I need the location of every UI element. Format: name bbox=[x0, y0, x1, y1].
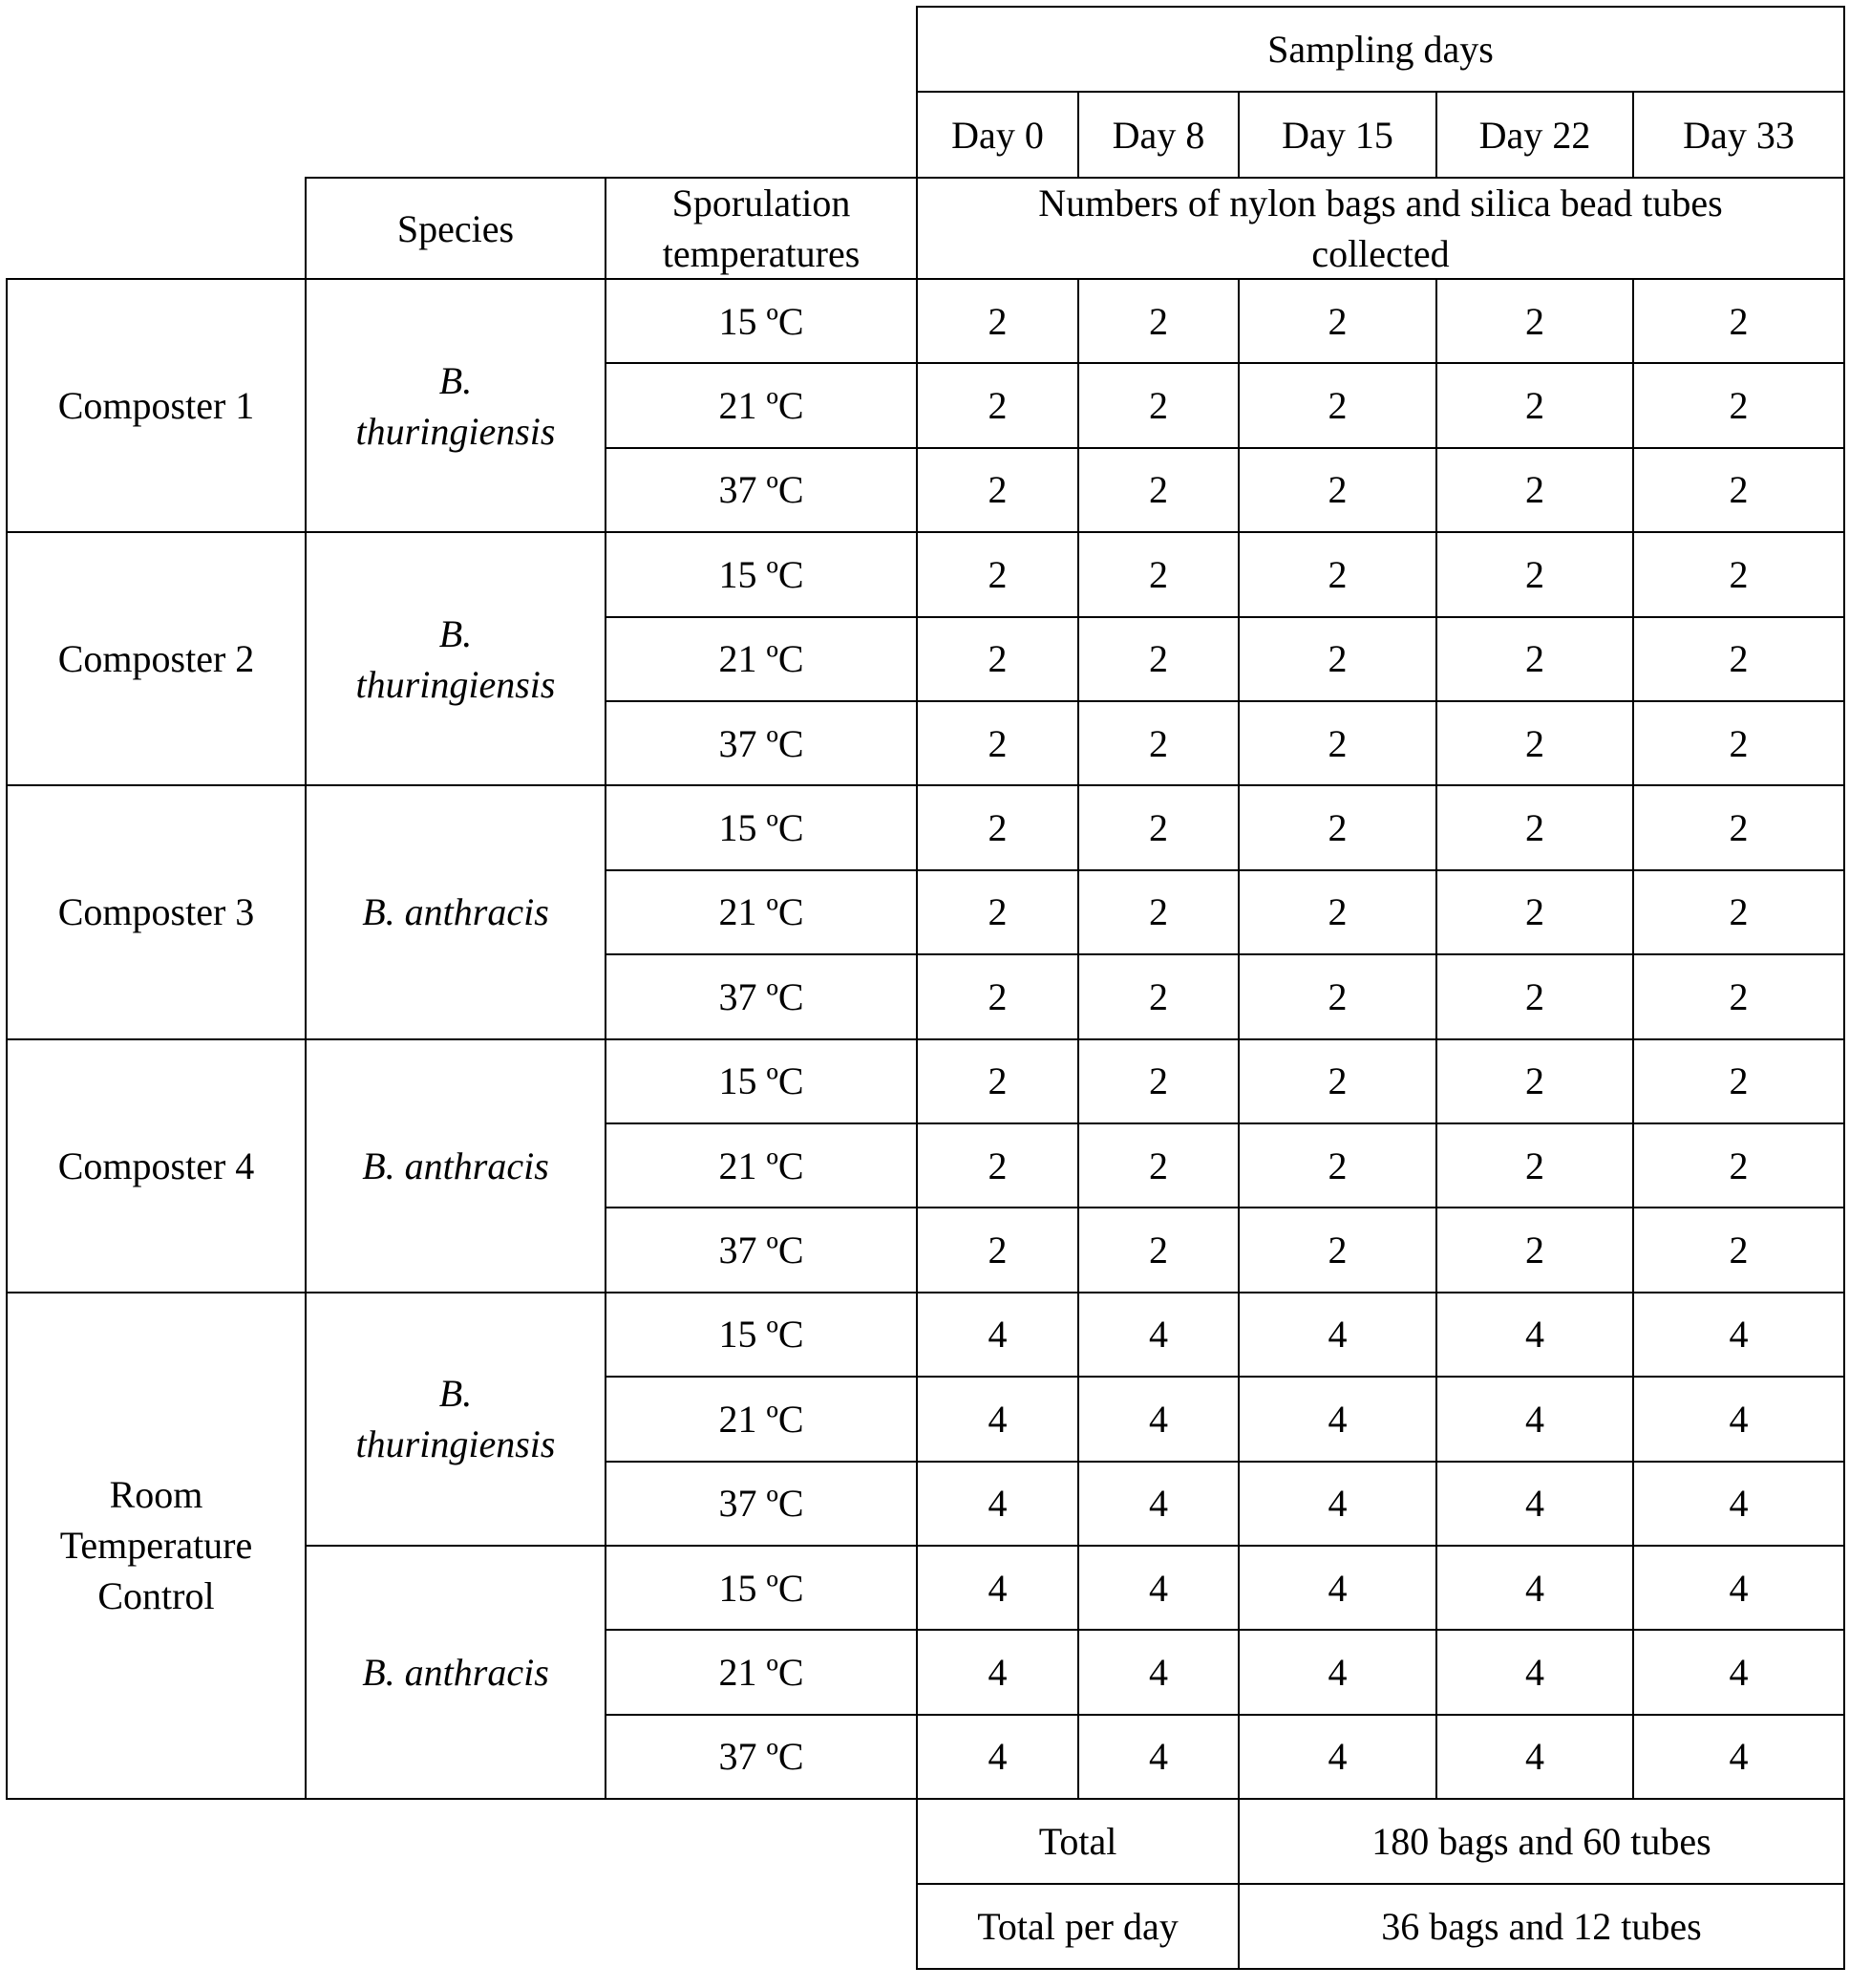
count-cell bbox=[1435, 1545, 1634, 1631]
count-cell-text: 2 bbox=[1525, 974, 1544, 1018]
count-cell bbox=[916, 1122, 1079, 1208]
count-cell bbox=[1435, 869, 1634, 955]
count-cell bbox=[916, 362, 1079, 448]
count-cell-text: 4 bbox=[1729, 1566, 1749, 1610]
count-cell bbox=[916, 1545, 1079, 1631]
count-cell bbox=[1435, 1376, 1634, 1462]
count-cell bbox=[1238, 616, 1437, 702]
count-cell-text: 4 bbox=[1149, 1313, 1168, 1357]
count-cell bbox=[1238, 1714, 1437, 1800]
day-header-2 bbox=[1238, 91, 1437, 179]
count-cell-text: 2 bbox=[1149, 637, 1168, 681]
group-cell-text: Room Temperature Control bbox=[59, 1473, 253, 1618]
count-cell bbox=[1435, 1629, 1634, 1715]
count-cell-text: 2 bbox=[1525, 806, 1544, 850]
count-cell-text: 2 bbox=[1525, 552, 1544, 596]
count-cell bbox=[1435, 278, 1634, 364]
total-per-day-label-text: Total per day bbox=[977, 1905, 1179, 1949]
count-cell-text: 2 bbox=[1328, 552, 1348, 596]
species-cell bbox=[305, 784, 606, 1039]
count-cell bbox=[1632, 1207, 1845, 1293]
count-cell-text: 2 bbox=[1328, 1229, 1348, 1272]
temperature-cell bbox=[605, 1545, 918, 1631]
total-per-day-value-text: 36 bags and 12 tubes bbox=[1381, 1905, 1702, 1949]
day-header-0-text: Day 0 bbox=[951, 113, 1044, 157]
temperature-cell bbox=[605, 278, 918, 364]
temperature-cell bbox=[605, 953, 918, 1039]
count-cell-text: 4 bbox=[1729, 1397, 1749, 1441]
count-cell-text: 4 bbox=[1729, 1313, 1749, 1357]
count-cell-text: 2 bbox=[1729, 1229, 1749, 1272]
count-cell bbox=[916, 447, 1079, 533]
count-cell-text: 4 bbox=[1525, 1482, 1544, 1526]
count-cell bbox=[1077, 1122, 1240, 1208]
temperature-cell-text: 37 ºC bbox=[718, 1229, 804, 1272]
temperature-cell-text: 37 ºC bbox=[718, 721, 804, 765]
temperature-cell-text: 15 ºC bbox=[718, 1313, 804, 1357]
count-cell-text: 2 bbox=[988, 721, 1008, 765]
count-cell bbox=[1238, 1376, 1437, 1462]
count-cell-text: 4 bbox=[1525, 1651, 1544, 1695]
temperature-cell-text: 15 ºC bbox=[718, 1059, 804, 1103]
temperature-cell-text: 21 ºC bbox=[718, 1144, 804, 1187]
count-cell-text: 2 bbox=[988, 384, 1008, 428]
count-cell bbox=[1077, 278, 1240, 364]
temperature-cell-text: 37 ºC bbox=[718, 1482, 804, 1526]
count-cell-text: 2 bbox=[1149, 468, 1168, 512]
count-cell bbox=[1077, 784, 1240, 870]
count-cell bbox=[1077, 616, 1240, 702]
group-cell bbox=[6, 784, 307, 1039]
count-cell-text: 4 bbox=[1729, 1651, 1749, 1695]
count-cell bbox=[1238, 869, 1437, 955]
count-cell-text: 2 bbox=[1525, 1059, 1544, 1103]
count-cell bbox=[1632, 784, 1845, 870]
count-cell-text: 4 bbox=[1729, 1482, 1749, 1526]
count-cell-text: 2 bbox=[1525, 1229, 1544, 1272]
species-header-text: Species bbox=[396, 206, 515, 250]
group-cell bbox=[6, 1038, 307, 1293]
count-cell bbox=[916, 616, 1079, 702]
count-cell bbox=[1077, 700, 1240, 786]
count-cell bbox=[1238, 278, 1437, 364]
species-cell-text: B. anthracis bbox=[362, 1144, 549, 1187]
count-cell bbox=[1632, 1292, 1845, 1378]
count-cell bbox=[1238, 1122, 1437, 1208]
count-cell-text: 4 bbox=[1328, 1313, 1348, 1357]
count-cell-text: 2 bbox=[988, 468, 1008, 512]
count-cell-text: 2 bbox=[1525, 890, 1544, 934]
count-cell-text: 2 bbox=[988, 806, 1008, 850]
count-cell bbox=[1077, 531, 1240, 617]
count-cell-text: 4 bbox=[988, 1482, 1008, 1526]
total-value-text: 180 bags and 60 tubes bbox=[1371, 1820, 1711, 1864]
count-cell-text: 4 bbox=[988, 1566, 1008, 1610]
temperature-cell-text: 15 ºC bbox=[718, 806, 804, 850]
count-cell-text: 2 bbox=[1328, 1059, 1348, 1103]
count-cell bbox=[1435, 531, 1634, 617]
temperature-cell-text: 21 ºC bbox=[718, 384, 804, 428]
count-cell-text: 2 bbox=[988, 637, 1008, 681]
count-cell bbox=[1632, 278, 1845, 364]
count-cell-text: 2 bbox=[988, 890, 1008, 934]
count-cell bbox=[1238, 1207, 1437, 1293]
count-cell bbox=[1435, 1207, 1634, 1293]
count-cell-text: 2 bbox=[1729, 384, 1749, 428]
temperature-cell bbox=[605, 1122, 918, 1208]
count-cell bbox=[1435, 362, 1634, 448]
count-cell bbox=[1632, 616, 1845, 702]
temperature-cell bbox=[605, 447, 918, 533]
count-cell-text: 2 bbox=[1149, 1059, 1168, 1103]
count-cell bbox=[1632, 1714, 1845, 1800]
count-cell bbox=[1238, 1292, 1437, 1378]
count-cell bbox=[1077, 362, 1240, 448]
count-cell-text: 4 bbox=[1525, 1397, 1544, 1441]
count-cell-text: 2 bbox=[1149, 806, 1168, 850]
count-cell bbox=[1632, 531, 1845, 617]
count-cell bbox=[1435, 1292, 1634, 1378]
count-cell bbox=[1238, 1461, 1437, 1547]
day-header-1 bbox=[1077, 91, 1240, 179]
count-cell bbox=[1238, 362, 1437, 448]
temperature-cell-text: 21 ºC bbox=[718, 637, 804, 681]
count-cell bbox=[1435, 1714, 1634, 1800]
temperature-cell bbox=[605, 362, 918, 448]
temperature-cell bbox=[605, 784, 918, 870]
count-cell bbox=[1632, 362, 1845, 448]
count-cell bbox=[1435, 616, 1634, 702]
count-cell-text: 4 bbox=[1328, 1482, 1348, 1526]
count-cell bbox=[1077, 869, 1240, 955]
count-cell bbox=[1632, 700, 1845, 786]
sampling-days-header bbox=[916, 6, 1845, 93]
sampling-days-header-text: Sampling days bbox=[1267, 28, 1494, 71]
total-per-day-value bbox=[1238, 1883, 1845, 1970]
count-cell bbox=[1077, 1038, 1240, 1124]
temperature-cell-text: 21 ºC bbox=[718, 1397, 804, 1441]
count-cell bbox=[916, 1714, 1079, 1800]
temperature-cell bbox=[605, 1376, 918, 1462]
count-cell-text: 4 bbox=[1525, 1313, 1544, 1357]
count-cell-text: 4 bbox=[1149, 1397, 1168, 1441]
count-cell-text: 2 bbox=[1149, 1144, 1168, 1187]
count-cell bbox=[916, 531, 1079, 617]
species-cell-text: B. anthracis bbox=[362, 890, 549, 934]
species-cell-text: B. thuringiensis bbox=[355, 358, 556, 453]
temperature-cell bbox=[605, 1038, 918, 1124]
count-cell-text: 2 bbox=[1328, 468, 1348, 512]
numbers-collected-header bbox=[916, 177, 1845, 280]
species-cell bbox=[305, 1545, 606, 1800]
count-cell bbox=[1238, 784, 1437, 870]
count-cell bbox=[1435, 700, 1634, 786]
count-cell bbox=[1632, 1461, 1845, 1547]
day-header-3 bbox=[1435, 91, 1634, 179]
count-cell-text: 4 bbox=[1525, 1566, 1544, 1610]
count-cell-text: 4 bbox=[988, 1397, 1008, 1441]
count-cell-text: 2 bbox=[1729, 637, 1749, 681]
count-cell-text: 2 bbox=[1525, 384, 1544, 428]
group-cell bbox=[6, 1292, 307, 1800]
day-header-4-text: Day 33 bbox=[1683, 113, 1795, 157]
temperature-cell-text: 15 ºC bbox=[718, 1566, 804, 1610]
count-cell-text: 2 bbox=[1525, 1144, 1544, 1187]
temperature-cell bbox=[605, 531, 918, 617]
count-cell bbox=[916, 278, 1079, 364]
count-cell bbox=[1632, 1629, 1845, 1715]
temperature-cell-text: 37 ºC bbox=[718, 468, 804, 512]
day-header-4 bbox=[1632, 91, 1845, 179]
count-cell-text: 2 bbox=[1328, 299, 1348, 343]
count-cell-text: 4 bbox=[1525, 1735, 1544, 1779]
count-cell-text: 4 bbox=[1328, 1735, 1348, 1779]
count-cell bbox=[916, 1292, 1079, 1378]
count-cell-text: 4 bbox=[988, 1651, 1008, 1695]
count-cell bbox=[1435, 1038, 1634, 1124]
group-cell bbox=[6, 278, 307, 533]
count-cell bbox=[1632, 1376, 1845, 1462]
total-label bbox=[916, 1798, 1240, 1885]
count-cell bbox=[1435, 953, 1634, 1039]
count-cell bbox=[1632, 447, 1845, 533]
group-cell-text: Composter 2 bbox=[57, 637, 255, 681]
count-cell-text: 2 bbox=[1525, 299, 1544, 343]
group-cell-text: Composter 1 bbox=[57, 384, 255, 428]
count-cell bbox=[916, 869, 1079, 955]
count-cell bbox=[1632, 1545, 1845, 1631]
count-cell bbox=[1435, 1122, 1634, 1208]
count-cell-text: 2 bbox=[988, 1229, 1008, 1272]
count-cell bbox=[916, 784, 1079, 870]
count-cell-text: 2 bbox=[988, 552, 1008, 596]
count-cell-text: 2 bbox=[1328, 721, 1348, 765]
count-cell-text: 2 bbox=[1149, 299, 1168, 343]
count-cell-text: 2 bbox=[1149, 721, 1168, 765]
count-cell-text: 4 bbox=[1328, 1566, 1348, 1610]
temperature-cell bbox=[605, 1461, 918, 1547]
count-cell-text: 2 bbox=[1525, 637, 1544, 681]
count-cell-text: 4 bbox=[1328, 1651, 1348, 1695]
count-cell bbox=[916, 1038, 1079, 1124]
count-cell-text: 4 bbox=[1729, 1735, 1749, 1779]
count-cell-text: 2 bbox=[1729, 299, 1749, 343]
count-cell-text: 2 bbox=[988, 974, 1008, 1018]
count-cell-text: 2 bbox=[1149, 552, 1168, 596]
temperature-cell bbox=[605, 1292, 918, 1378]
count-cell bbox=[1077, 1292, 1240, 1378]
count-cell-text: 2 bbox=[1149, 384, 1168, 428]
count-cell bbox=[1077, 1461, 1240, 1547]
count-cell-text: 2 bbox=[1149, 890, 1168, 934]
count-cell-text: 2 bbox=[1729, 552, 1749, 596]
temperature-cell-text: 37 ºC bbox=[718, 974, 804, 1018]
count-cell-text: 4 bbox=[1328, 1397, 1348, 1441]
count-cell-text: 2 bbox=[988, 1059, 1008, 1103]
count-cell-text: 4 bbox=[1149, 1735, 1168, 1779]
count-cell-text: 2 bbox=[1328, 1144, 1348, 1187]
temperature-cell bbox=[605, 869, 918, 955]
count-cell bbox=[1632, 1038, 1845, 1124]
total-per-day-label bbox=[916, 1883, 1240, 1970]
count-cell-text: 2 bbox=[1328, 974, 1348, 1018]
count-cell bbox=[916, 1629, 1079, 1715]
count-cell-text: 2 bbox=[988, 1144, 1008, 1187]
temperature-cell bbox=[605, 700, 918, 786]
count-cell bbox=[1238, 1545, 1437, 1631]
count-cell-text: 4 bbox=[1149, 1651, 1168, 1695]
count-cell-text: 2 bbox=[1729, 721, 1749, 765]
count-cell bbox=[916, 953, 1079, 1039]
count-cell-text: 4 bbox=[988, 1735, 1008, 1779]
temperature-cell-text: 21 ºC bbox=[718, 890, 804, 934]
count-cell bbox=[916, 1207, 1079, 1293]
count-cell-text: 2 bbox=[1729, 890, 1749, 934]
count-cell-text: 2 bbox=[1149, 1229, 1168, 1272]
temperature-cell bbox=[605, 1207, 918, 1293]
count-cell bbox=[1077, 1629, 1240, 1715]
count-cell bbox=[1435, 1461, 1634, 1547]
day-header-2-text: Day 15 bbox=[1282, 113, 1393, 157]
count-cell-text: 4 bbox=[988, 1313, 1008, 1357]
count-cell bbox=[1077, 1714, 1240, 1800]
sporulation-temperatures-header bbox=[605, 177, 918, 280]
count-cell-text: 2 bbox=[1328, 637, 1348, 681]
count-cell-text: 2 bbox=[1729, 1144, 1749, 1187]
species-cell-text: B. thuringiensis bbox=[355, 1372, 556, 1466]
temperature-cell-text: 15 ºC bbox=[718, 552, 804, 596]
group-cell-text: Composter 4 bbox=[57, 1144, 255, 1187]
count-cell bbox=[1632, 1122, 1845, 1208]
count-cell-text: 2 bbox=[1729, 468, 1749, 512]
count-cell-text: 2 bbox=[1525, 721, 1544, 765]
count-cell-text: 2 bbox=[1328, 890, 1348, 934]
day-header-0 bbox=[916, 91, 1079, 179]
count-cell bbox=[1077, 447, 1240, 533]
count-cell-text: 2 bbox=[1149, 974, 1168, 1018]
count-cell bbox=[916, 700, 1079, 786]
count-cell-text: 2 bbox=[1525, 468, 1544, 512]
count-cell bbox=[1435, 447, 1634, 533]
species-cell-text: B. thuringiensis bbox=[355, 611, 556, 706]
count-cell bbox=[916, 1376, 1079, 1462]
count-cell bbox=[1632, 869, 1845, 955]
count-cell bbox=[1077, 1545, 1240, 1631]
species-header bbox=[305, 177, 606, 280]
count-cell-text: 2 bbox=[988, 299, 1008, 343]
temperature-cell bbox=[605, 1714, 918, 1800]
count-cell-text: 2 bbox=[1729, 806, 1749, 850]
sporulation-temperatures-header-text: Sporulation temperatures bbox=[662, 182, 861, 275]
count-cell bbox=[1435, 784, 1634, 870]
count-cell bbox=[1238, 953, 1437, 1039]
group-cell bbox=[6, 531, 307, 786]
count-cell bbox=[1077, 953, 1240, 1039]
count-cell bbox=[1238, 700, 1437, 786]
species-cell bbox=[305, 531, 606, 786]
count-cell-text: 2 bbox=[1328, 384, 1348, 428]
temperature-cell bbox=[605, 616, 918, 702]
count-cell bbox=[1632, 953, 1845, 1039]
count-cell-text: 2 bbox=[1729, 974, 1749, 1018]
species-cell bbox=[305, 278, 606, 533]
sampling-table bbox=[6, 6, 1843, 1982]
temperature-cell bbox=[605, 1629, 918, 1715]
temperature-cell-text: 21 ºC bbox=[718, 1651, 804, 1695]
temperature-cell-text: 15 ºC bbox=[718, 299, 804, 343]
count-cell-text: 4 bbox=[1149, 1482, 1168, 1526]
total-label-text: Total bbox=[1038, 1820, 1117, 1864]
group-cell-text: Composter 3 bbox=[57, 890, 255, 934]
count-cell-text: 2 bbox=[1328, 806, 1348, 850]
numbers-collected-header-text: Numbers of nylon bags and silica bead tubes collected bbox=[1038, 182, 1723, 275]
temperature-cell-text: 37 ºC bbox=[718, 1735, 804, 1779]
count-cell-text: 2 bbox=[1729, 1059, 1749, 1103]
count-cell bbox=[916, 1461, 1079, 1547]
count-cell bbox=[1238, 531, 1437, 617]
count-cell bbox=[1077, 1376, 1240, 1462]
count-cell bbox=[1238, 1629, 1437, 1715]
day-header-3-text: Day 22 bbox=[1478, 113, 1591, 157]
total-value bbox=[1238, 1798, 1845, 1885]
count-cell bbox=[1238, 1038, 1437, 1124]
species-cell-text: B. anthracis bbox=[362, 1651, 549, 1695]
day-header-1-text: Day 8 bbox=[1112, 113, 1205, 157]
count-cell bbox=[1238, 447, 1437, 533]
species-cell bbox=[305, 1292, 606, 1547]
species-cell bbox=[305, 1038, 606, 1293]
count-cell bbox=[1077, 1207, 1240, 1293]
count-cell-text: 4 bbox=[1149, 1566, 1168, 1610]
